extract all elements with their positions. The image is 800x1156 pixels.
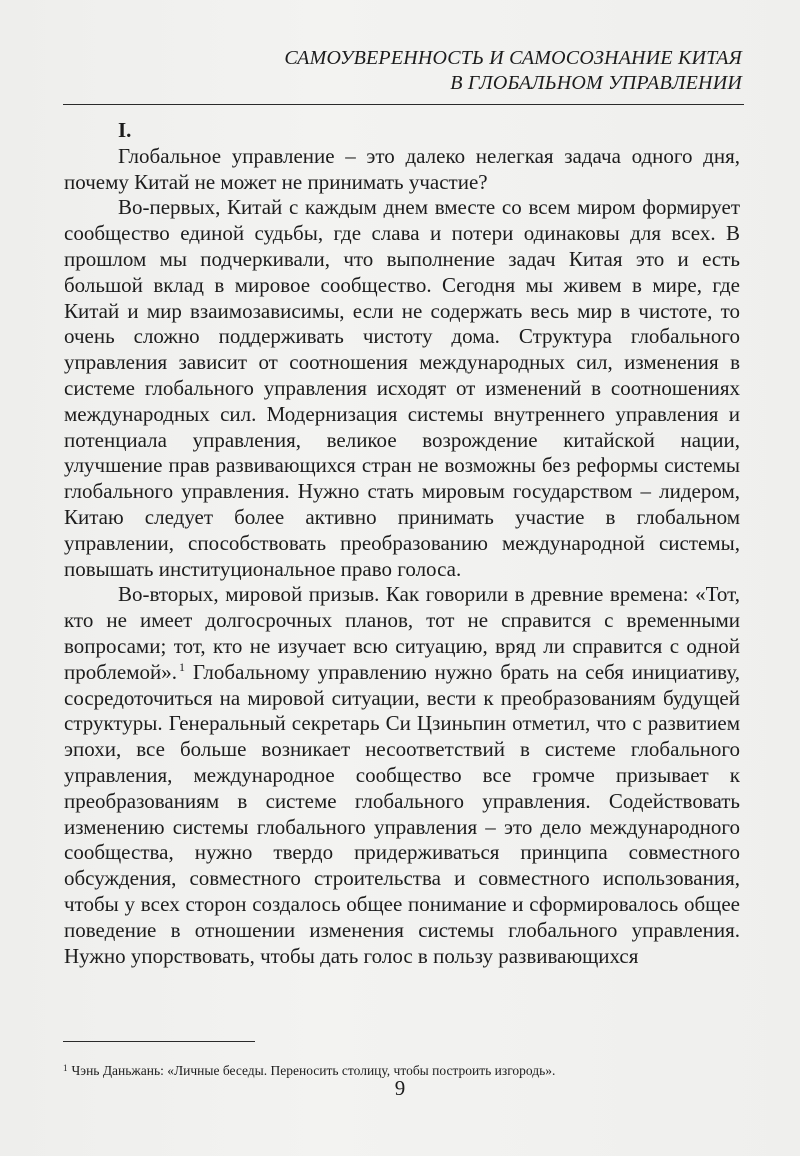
- header-line-2: В ГЛОБАЛЬНОМ УПРАВЛЕНИИ: [450, 72, 742, 94]
- paragraph-2: Во-первых, Китай с каждым днем вместе со всем миром формирует сообщество единой судьбы, где слава и потери одинаковы для всех. В прошлом мы подчеркивали, что выполнение задач Китая это и есть большой вклад в мировое сообщество. Сегодня мы живем в мире, где Китай и мир взаимозависимы, если не содержать весь мир в чистоте, то очень сложно поддерживать чистоту дома. Структура глобального управления зависит от соотношения международных сил, изменения в системе глобального управления исходят от изменений в соотношениях международных сил. Модернизация системы внутреннего управления и потенциала управления, великое возрождение китайской нации, улучшение прав развивающихся стран не возможны без реформы системы глобального управления. Нужно стать мировым государством – лидером, Китаю следует более активно принимать участие в глобальном управлении, способствовать преобразованию международной системы, повышать институциональное право голоса.: [64, 195, 740, 581]
- header-divider: [63, 104, 744, 105]
- paragraph-3-part-1: Во-вторых, мировой призыв. Как говорили в древние времена: «Тот, кто не имеет долгосрочных планов, тот не справится с временными вопросами; тот, кто не изучает всю ситуацию, вряд ли справится с одной проблемой».: [64, 582, 740, 684]
- paragraph-3-part-2: Глобальному управлению нужно брать на себя инициативу, сосредоточиться на мировой ситуации, вести к преобразованиям будущей структуры. Генеральный секретарь Си Цзиньпин отметил, что с развитием эпохи, все больше возникает несоответствий в системе глобального управления, международное сообщество все громче призывает к преобразованиям в системе глобального управления. Содействовать изменению системы глобального управления – это дело международного сообщества, нужно твердо придерживаться принципа совместного обсуждения, совместного строительства и совместного использования, чтобы у всех сторон создалось общее понимание и сформировалось общее поведение в отношении изменения системы глобального управления. Нужно упорствовать, чтобы дать голос в пользу развивающихся: [64, 659, 740, 968]
- footnote-marker: 1: [63, 1063, 68, 1073]
- main-text: [64, 118, 740, 969]
- footnote-reference[interactable]: 1: [178, 659, 185, 674]
- footnote-text: Чэнь Даньжань: «Личные беседы. Переносить столицу, чтобы построить изгородь».: [71, 1063, 556, 1078]
- page-number: 9: [394, 1076, 406, 1100]
- paragraph-1: Глобальное управление – это далеко нелегкая задача одного дня, почему Китай не может не принимать участие?: [64, 143, 740, 194]
- paragraph-3: [64, 582, 740, 969]
- header-line-1: САМОУВЕРЕННОСТЬ И САМОСОЗНАНИЕ КИТАЯ: [284, 47, 742, 69]
- running-header: [60, 46, 742, 96]
- footnote-divider: [63, 1041, 255, 1042]
- section-number: I.: [118, 118, 132, 142]
